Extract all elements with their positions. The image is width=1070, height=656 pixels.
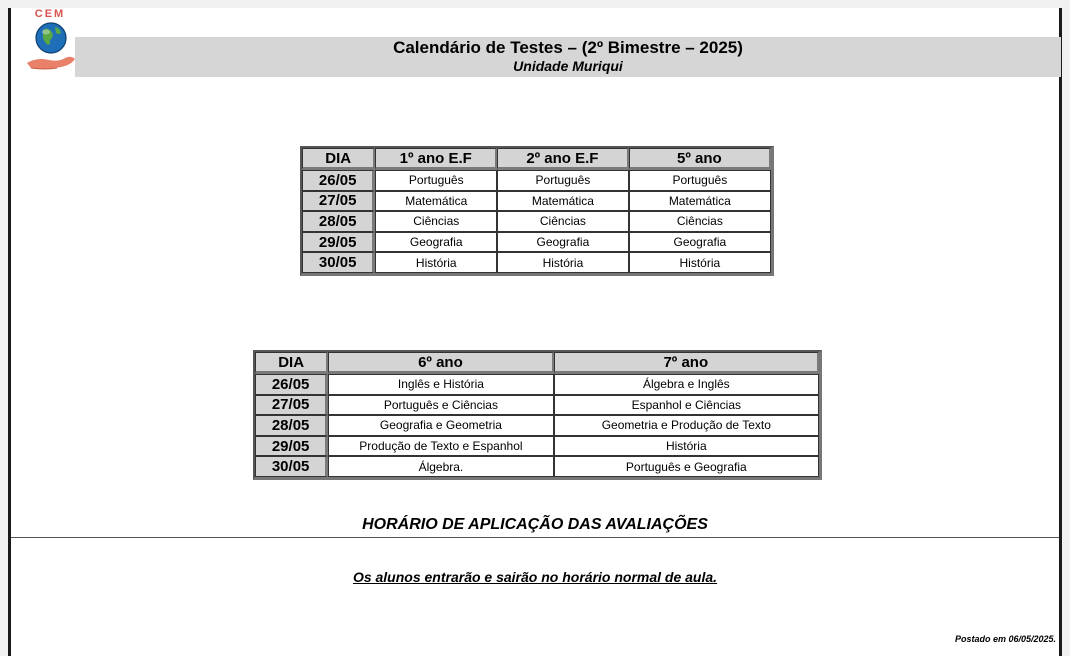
subject-cell: Português — [497, 170, 629, 191]
table-row — [302, 211, 771, 232]
subject-cell: Geografia e Geometria — [328, 415, 553, 436]
document-page — [8, 8, 1062, 656]
subject-cell: Geografia — [375, 232, 497, 253]
subject-cell: Geografia — [629, 232, 771, 253]
table-row — [302, 252, 771, 273]
schedule-table-elementary — [300, 146, 774, 276]
subject-cell: Português — [629, 170, 771, 191]
subject-cell: Álgebra e Inglês — [554, 374, 819, 395]
subject-cell: Matemática — [375, 191, 497, 212]
subject-cell: Geometria e Produção de Texto — [554, 415, 819, 436]
section-title-schedule: HORÁRIO DE APLICAÇÃO DAS AVALIAÇÕES — [362, 516, 708, 533]
day-cell: 26/05 — [255, 374, 328, 395]
column-header-day: DIA — [255, 352, 328, 374]
subject-cell: Inglês e História — [328, 374, 553, 395]
subject-cell: Matemática — [497, 191, 629, 212]
table-row — [302, 232, 771, 253]
subject-cell: Álgebra. — [328, 456, 553, 477]
day-cell: 28/05 — [255, 415, 328, 436]
column-header-grade-1: 1º ano E.F — [375, 148, 497, 170]
attendance-note: Os alunos entrarão e sairão no horário normal de aula. — [352, 569, 718, 585]
column-header-grade-5: 5º ano — [629, 148, 771, 170]
subject-cell: Português e Ciências — [328, 395, 553, 416]
column-header-grade-6: 6º ano — [328, 352, 553, 374]
subject-cell: História — [554, 436, 819, 457]
posted-date: Postado em 06/05/2025. — [954, 634, 1056, 644]
logo-lettering: CEM — [34, 8, 66, 20]
subject-cell: Ciências — [497, 211, 629, 232]
subject-cell: História — [497, 252, 629, 273]
table-row — [302, 191, 771, 212]
page-subtitle: Unidade Muriqui — [513, 58, 623, 74]
table-row — [255, 415, 819, 436]
day-cell: 29/05 — [302, 232, 375, 253]
day-cell: 30/05 — [255, 456, 328, 477]
day-cell: 27/05 — [255, 395, 328, 416]
school-logo — [21, 8, 81, 80]
subject-cell: Matemática — [629, 191, 771, 212]
page-title: Calendário de Testes – (2º Bimestre – 2025) — [393, 38, 743, 57]
column-header-grade-2: 2º ano E.F — [497, 148, 629, 170]
globe-hand-icon — [21, 8, 81, 80]
subject-cell: Ciências — [375, 211, 497, 232]
table-row — [255, 374, 819, 395]
schedule-table-middle — [253, 350, 822, 480]
day-cell: 27/05 — [302, 191, 375, 212]
divider — [11, 537, 1059, 538]
table-header-row — [255, 352, 819, 374]
day-cell: 26/05 — [302, 170, 375, 191]
subject-cell: Português — [375, 170, 497, 191]
subject-cell: Português e Geografia — [554, 456, 819, 477]
subject-cell: Produção de Texto e Espanhol — [328, 436, 553, 457]
subject-cell: História — [629, 252, 771, 273]
table-header-row — [302, 148, 771, 170]
table-row — [302, 170, 771, 191]
table-row — [255, 395, 819, 416]
subject-cell: Geografia — [497, 232, 629, 253]
subject-cell: Espanhol e Ciências — [554, 395, 819, 416]
day-cell: 28/05 — [302, 211, 375, 232]
day-cell: 30/05 — [302, 252, 375, 273]
day-cell: 29/05 — [255, 436, 328, 457]
subject-cell: Ciências — [629, 211, 771, 232]
table-row — [255, 436, 819, 457]
subject-cell: História — [375, 252, 497, 273]
header-band — [75, 37, 1061, 77]
table-row — [255, 456, 819, 477]
column-header-day: DIA — [302, 148, 375, 170]
column-header-grade-7: 7º ano — [554, 352, 819, 374]
